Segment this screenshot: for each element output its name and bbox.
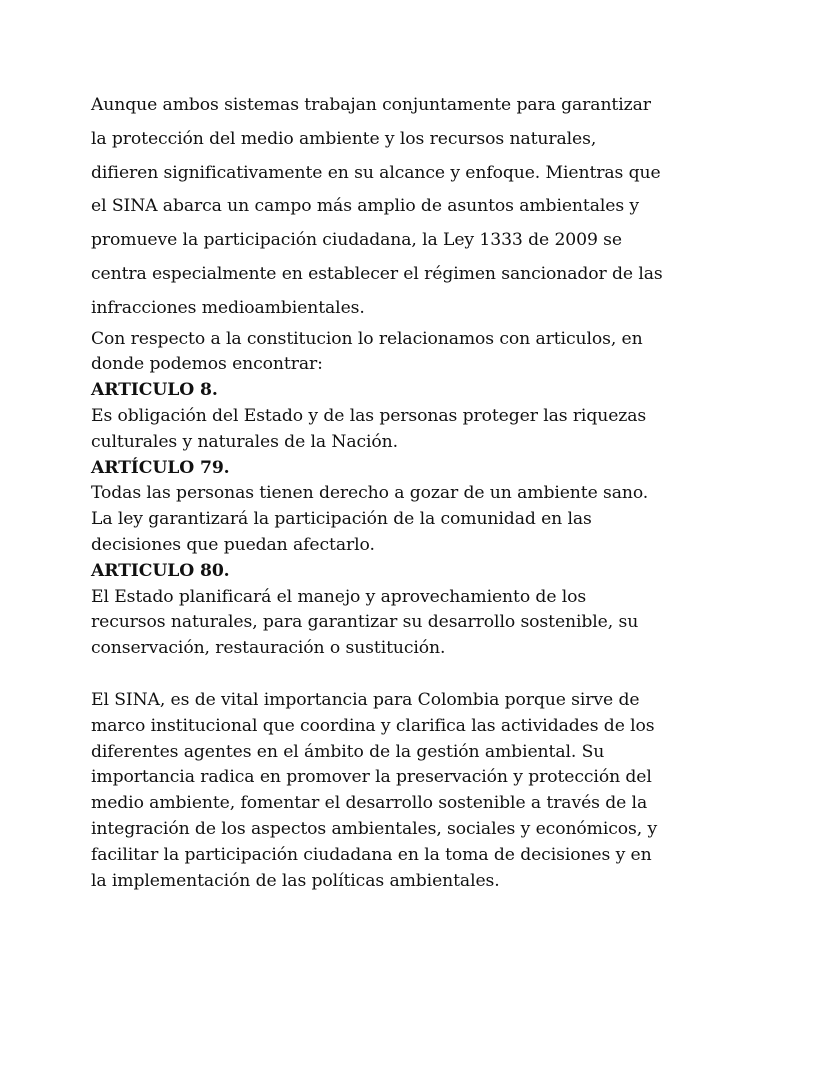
text-line: Es obligación del Estado y de las personas proteger las riquezas <box>91 405 647 426</box>
text-line: Aunque ambos sistemas trabajan conjuntamente para garantizar <box>91 95 651 115</box>
text-line: conservación, restauración o sustitución. <box>91 638 446 659</box>
paragraph-spacer <box>91 662 791 688</box>
text-line: integración de los aspectos ambientales, sociales y económicos, y <box>91 818 658 839</box>
paragraph-systems-comparison <box>91 89 791 326</box>
text-line: importancia radica en promover la preservación y protección del <box>91 767 652 788</box>
text-line: donde podemos encontrar: <box>91 354 323 375</box>
text-line: culturales y naturales de la Nación. <box>91 431 399 452</box>
text-line: La ley garantizará la participación de la comunidad en las <box>91 509 592 530</box>
text-line: Todas las personas tienen derecho a gozar de un ambiente sano. <box>91 483 649 504</box>
document-page <box>91 89 791 894</box>
text-line: Con respecto a la constitucion lo relacionamos con articulos, en <box>91 328 643 349</box>
text-line: la implementación de las políticas ambientales. <box>91 870 500 891</box>
text-line: marco institucional que coordina y clarifica las actividades de los <box>91 715 655 736</box>
constitution-section <box>91 327 791 895</box>
text-line: el SINA abarca un campo más amplio de asuntos ambientales y <box>91 196 640 217</box>
text-line: medio ambiente, fomentar el desarrollo sostenible a través de la <box>91 793 648 814</box>
text-line: facilitar la participación ciudadana en la toma de decisiones y en <box>91 844 652 865</box>
text-line: recursos naturales, para garantizar su desarrollo sostenible, su <box>91 612 639 633</box>
text-line: El Estado planificará el manejo y aprovechamiento de los <box>91 586 587 607</box>
text-line: la protección del medio ambiente y los recursos naturales, <box>91 128 597 149</box>
text-line: decisiones que puedan afectarlo. <box>91 534 375 555</box>
text-line: infracciones medioambientales. <box>91 297 365 318</box>
text-line: difieren significativamente en su alcance y enfoque. Mientras que <box>91 162 661 183</box>
article-8-heading: ARTICULO 8. <box>91 380 218 401</box>
text-line: promueve la participación ciudadana, la Ley 1333 de 2009 se <box>91 230 622 251</box>
article-80-heading: ARTICULO 80. <box>91 560 230 581</box>
text-line: El SINA, es de vital importancia para Colombia porque sirve de <box>91 689 640 710</box>
text-line: centra especialmente en establecer el régimen sancionador de las <box>91 263 663 284</box>
article-79-heading: ARTÍCULO 79. <box>91 457 230 478</box>
text-line: diferentes agentes en el ámbito de la gestión ambiental. Su <box>91 741 605 762</box>
